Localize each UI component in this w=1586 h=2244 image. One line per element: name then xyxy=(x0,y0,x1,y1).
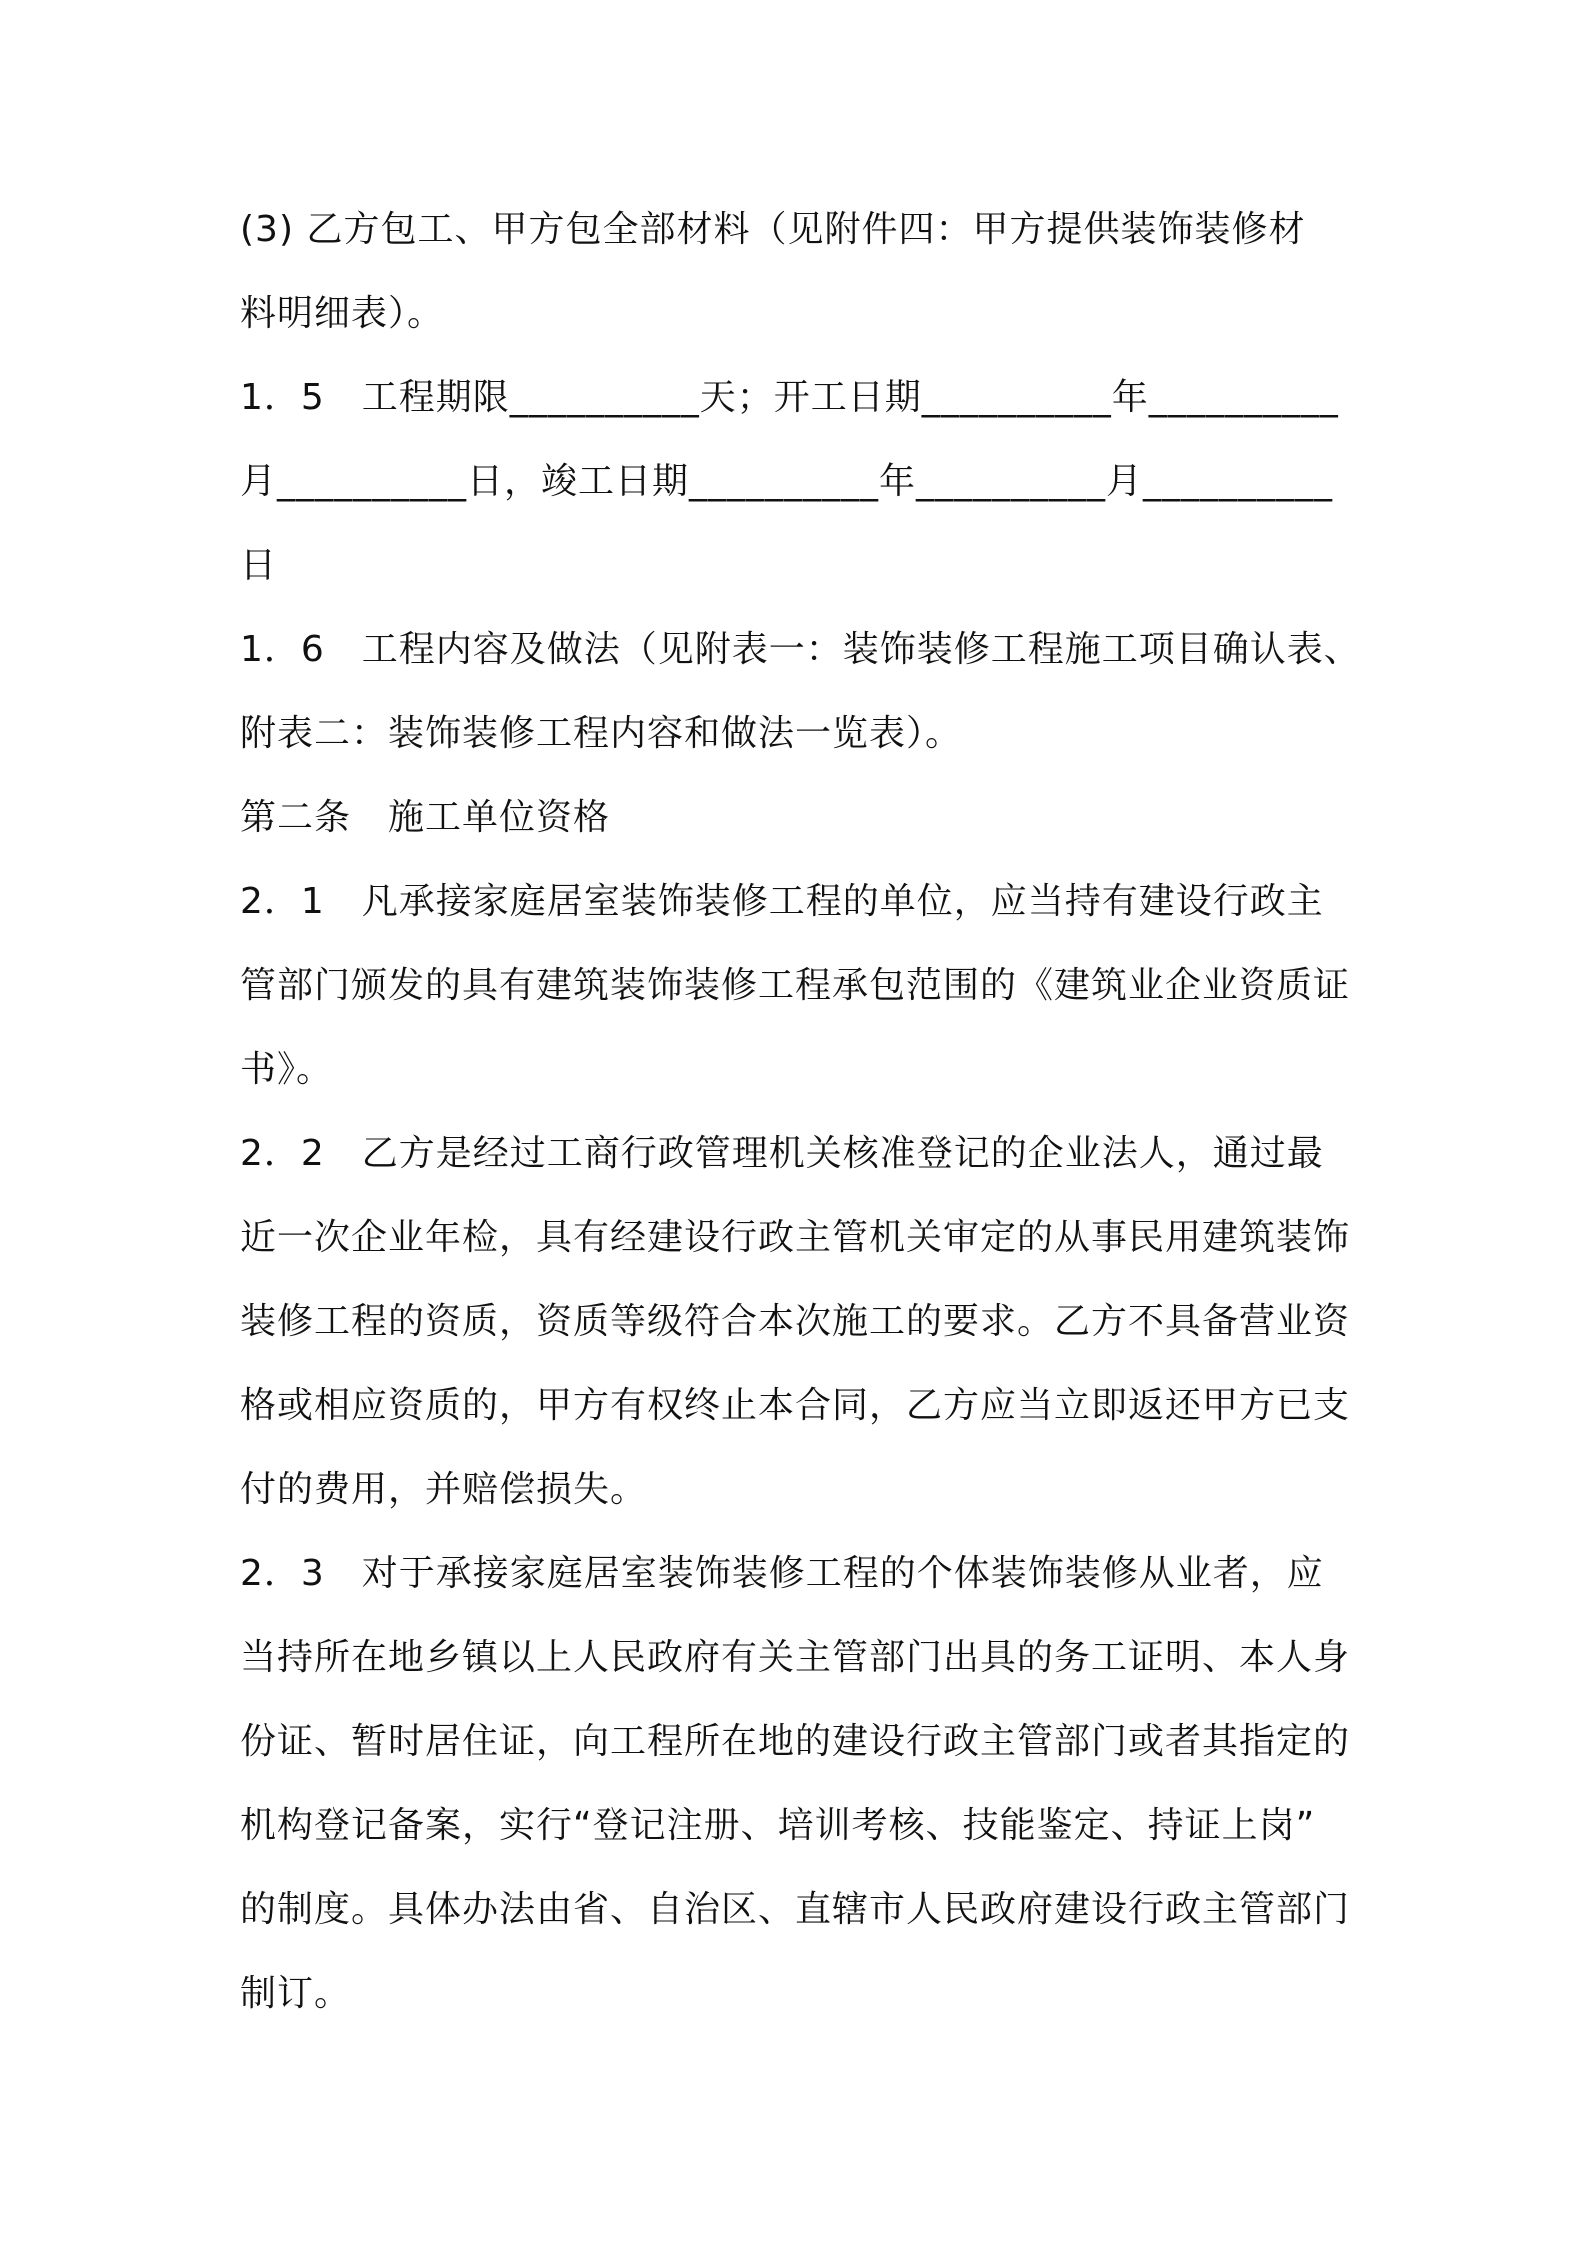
clause-2-3-line-6: 制订。 xyxy=(240,1973,352,2014)
clause-3-line-1: (3) 乙方包工、甲方包全部材料（见附件四：甲方提供装饰装修材 xyxy=(240,209,1306,250)
clause-2-1-line-1: 2．1 凡承接家庭居室装饰装修工程的单位，应当持有建设行政主 xyxy=(240,881,1324,922)
clause-2-2-line-1: 2．2 乙方是经过工商行政管理机关核准登记的企业法人，通过最 xyxy=(240,1133,1324,1174)
clause-3-line-2: 料明细表）。 xyxy=(240,293,445,334)
clause-2-3-line-3: 份证、暂时居住证，向工程所在地的建设行政主管部门或者其指定的 xyxy=(240,1721,1351,1762)
clause-1-5-line-3: 日 xyxy=(240,545,278,586)
document-body xyxy=(240,188,1370,2036)
clause-2-3-line-2: 当持所在地乡镇以上人民政府有关主管部门出具的务工证明、本人身 xyxy=(240,1637,1351,1678)
clause-2-3-line-1: 2．3 对于承接家庭居室装饰装修工程的个体装饰装修从业者，应 xyxy=(240,1553,1324,1594)
clause-1-5-line-2: 月__________日，竣工日期__________年__________月__________ xyxy=(240,461,1334,502)
clause-2-2-line-5: 付的费用，并赔偿损失。 xyxy=(240,1469,648,1510)
clause-1-6-line-2: 附表二：装饰装修工程内容和做法一览表）。 xyxy=(240,713,963,754)
clause-2-3-line-5: 的制度。具体办法由省、自治区、直辖市人民政府建设行政主管部门 xyxy=(240,1889,1351,1930)
clause-2-1-line-3: 书》。 xyxy=(240,1049,334,1090)
clause-1-5-line-1: 1．5 工程期限__________天；开工日期__________年__________ xyxy=(240,377,1339,418)
clause-2-2-line-2: 近一次企业年检，具有经建设行政主管机关审定的从事民用建筑装饰 xyxy=(240,1217,1351,1258)
article-2-heading: 第二条 施工单位资格 xyxy=(240,797,611,838)
clause-2-2-line-3: 装修工程的资质，资质等级符合本次施工的要求。乙方不具备营业资 xyxy=(240,1301,1351,1342)
clause-2-2-line-4: 格或相应资质的，甲方有权终止本合同，乙方应当立即返还甲方已支 xyxy=(240,1385,1351,1426)
clause-2-3-line-4: 机构登记备案，实行“登记注册、培训考核、技能鉴定、持证上岗” xyxy=(240,1805,1316,1846)
clause-1-6-line-1: 1．6 工程内容及做法（见附表一：装饰装修工程施工项目确认表、 xyxy=(240,629,1361,670)
clause-2-1-line-2: 管部门颁发的具有建筑装饰装修工程承包范围的《建筑业企业资质证 xyxy=(240,965,1351,1006)
